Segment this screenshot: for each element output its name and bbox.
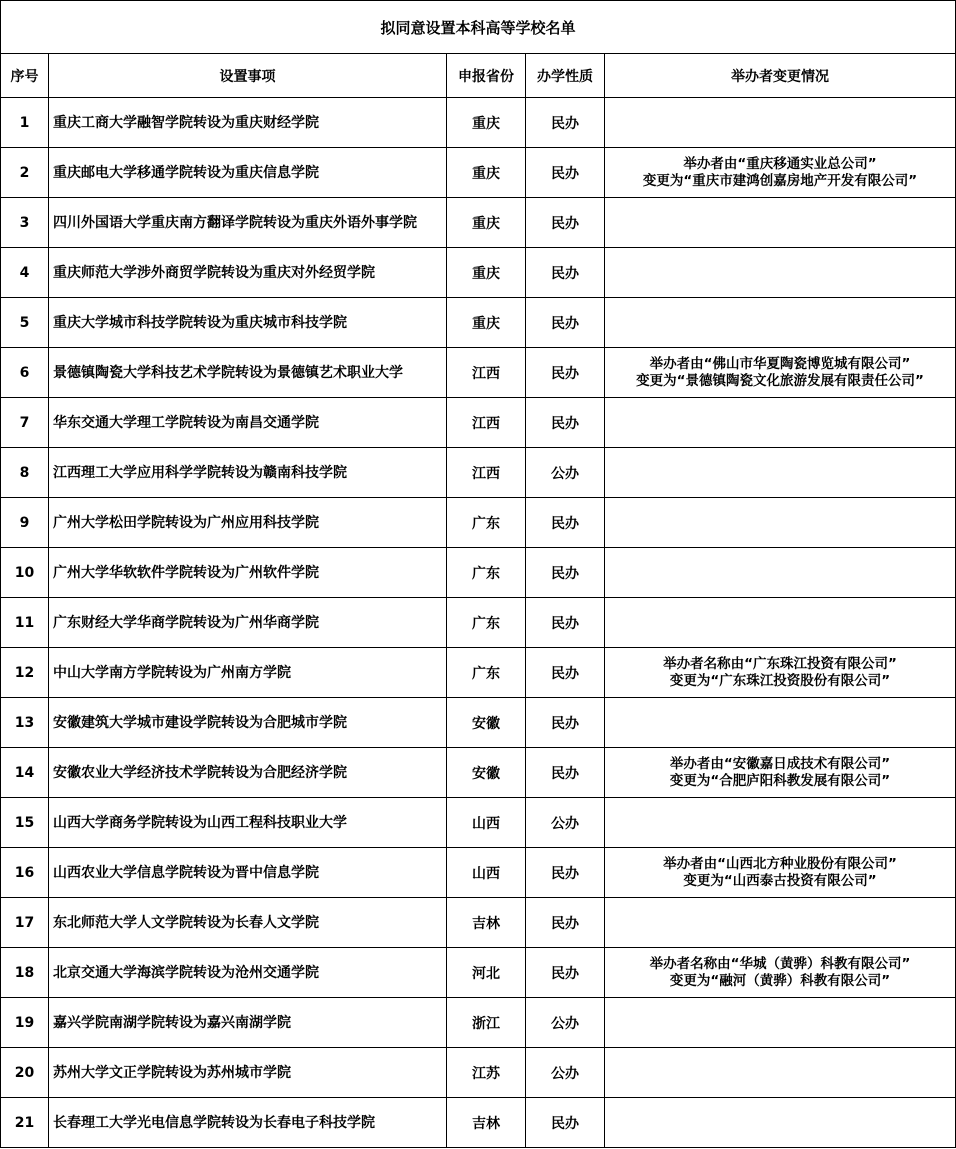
header-row xyxy=(1,54,956,98)
row-number: 13 xyxy=(1,698,49,748)
table-row xyxy=(1,748,956,798)
table-row xyxy=(1,98,956,148)
row-province: 浙江 xyxy=(447,998,526,1048)
table-row xyxy=(1,998,956,1048)
row-number: 9 xyxy=(1,498,49,548)
row-item: 重庆师范大学涉外商贸学院转设为重庆对外经贸学院 xyxy=(49,248,447,298)
change-line-1: 举办者名称由“华城（黄骅）科教有限公司” xyxy=(649,955,911,972)
row-number: 12 xyxy=(1,648,49,698)
row-province: 河北 xyxy=(447,948,526,998)
change-line-2: 变更为“景德镇陶瓷文化旅游发展有限责任公司” xyxy=(636,372,924,389)
table-row xyxy=(1,398,956,448)
change-line-1: 举办者名称由“广东珠江投资有限公司” xyxy=(663,655,897,672)
change-line-2: 变更为“合肥庐阳科教发展有限公司” xyxy=(669,772,891,789)
row-change xyxy=(605,848,956,898)
row-item: 嘉兴学院南湖学院转设为嘉兴南湖学院 xyxy=(49,998,447,1048)
row-number: 17 xyxy=(1,898,49,948)
change-line-2: 变更为“重庆市建鸿创嘉房地产开发有限公司” xyxy=(642,172,918,189)
header-no: 序号 xyxy=(1,54,49,98)
header-type: 办学性质 xyxy=(526,54,605,98)
row-item: 重庆邮电大学移通学院转设为重庆信息学院 xyxy=(49,148,447,198)
row-change xyxy=(605,448,956,498)
row-item: 北京交通大学海滨学院转设为沧州交通学院 xyxy=(49,948,447,998)
table-row xyxy=(1,948,956,998)
row-number: 3 xyxy=(1,198,49,248)
row-type: 民办 xyxy=(526,748,605,798)
row-number: 4 xyxy=(1,248,49,298)
row-type: 公办 xyxy=(526,448,605,498)
row-province: 重庆 xyxy=(447,248,526,298)
row-change xyxy=(605,598,956,648)
row-type: 民办 xyxy=(526,698,605,748)
header-province: 申报省份 xyxy=(447,54,526,98)
table-row xyxy=(1,1048,956,1098)
row-province: 江西 xyxy=(447,398,526,448)
row-province: 重庆 xyxy=(447,148,526,198)
row-change xyxy=(605,748,956,798)
change-line-1: 举办者由“佛山市华夏陶瓷博览城有限公司” xyxy=(649,355,911,372)
row-province: 广东 xyxy=(447,498,526,548)
row-type: 民办 xyxy=(526,648,605,698)
row-type: 民办 xyxy=(526,948,605,998)
row-type: 民办 xyxy=(526,248,605,298)
row-type: 民办 xyxy=(526,598,605,648)
row-type: 民办 xyxy=(526,348,605,398)
row-province: 吉林 xyxy=(447,1098,526,1148)
table-row xyxy=(1,248,956,298)
row-change xyxy=(605,248,956,298)
change-line-1: 举办者由“安徽嘉日成技术有限公司” xyxy=(669,755,891,772)
header-change: 举办者变更情况 xyxy=(605,54,956,98)
table-row xyxy=(1,148,956,198)
table-row xyxy=(1,598,956,648)
row-province: 安徽 xyxy=(447,698,526,748)
row-number: 15 xyxy=(1,798,49,848)
row-province: 重庆 xyxy=(447,298,526,348)
row-number: 6 xyxy=(1,348,49,398)
row-type: 民办 xyxy=(526,98,605,148)
row-province: 山西 xyxy=(447,848,526,898)
row-change xyxy=(605,648,956,698)
row-number: 8 xyxy=(1,448,49,498)
row-item: 四川外国语大学重庆南方翻译学院转设为重庆外语外事学院 xyxy=(49,198,447,248)
row-province: 江苏 xyxy=(447,1048,526,1098)
row-change xyxy=(605,398,956,448)
row-type: 民办 xyxy=(526,298,605,348)
table-row xyxy=(1,648,956,698)
row-type: 民办 xyxy=(526,898,605,948)
row-province: 江西 xyxy=(447,448,526,498)
row-change xyxy=(605,898,956,948)
row-province: 重庆 xyxy=(447,198,526,248)
table-row xyxy=(1,548,956,598)
row-change xyxy=(605,1048,956,1098)
row-number: 2 xyxy=(1,148,49,198)
table-row xyxy=(1,798,956,848)
change-line-2: 变更为“山西泰古投资有限公司” xyxy=(683,872,877,889)
row-number: 11 xyxy=(1,598,49,648)
change-line-2: 变更为“融河（黄骅）科教有限公司” xyxy=(669,972,891,989)
row-item: 重庆大学城市科技学院转设为重庆城市科技学院 xyxy=(49,298,447,348)
row-type: 民办 xyxy=(526,198,605,248)
row-number: 14 xyxy=(1,748,49,798)
row-type: 公办 xyxy=(526,998,605,1048)
table-title: 拟同意设置本科高等学校名单 xyxy=(1,1,956,54)
table-row xyxy=(1,448,956,498)
row-number: 5 xyxy=(1,298,49,348)
row-number: 16 xyxy=(1,848,49,898)
table-row xyxy=(1,498,956,548)
row-number: 7 xyxy=(1,398,49,448)
table-row xyxy=(1,698,956,748)
row-item: 长春理工大学光电信息学院转设为长春电子科技学院 xyxy=(49,1098,447,1148)
row-province: 重庆 xyxy=(447,98,526,148)
row-province: 广东 xyxy=(447,598,526,648)
row-change xyxy=(605,698,956,748)
row-item: 华东交通大学理工学院转设为南昌交通学院 xyxy=(49,398,447,448)
row-change xyxy=(605,198,956,248)
row-number: 10 xyxy=(1,548,49,598)
row-change xyxy=(605,298,956,348)
row-item: 安徽农业大学经济技术学院转设为合肥经济学院 xyxy=(49,748,447,798)
row-item: 广州大学松田学院转设为广州应用科技学院 xyxy=(49,498,447,548)
row-province: 吉林 xyxy=(447,898,526,948)
row-number: 20 xyxy=(1,1048,49,1098)
row-change xyxy=(605,148,956,198)
row-change xyxy=(605,948,956,998)
row-type: 民办 xyxy=(526,1098,605,1148)
row-item: 安徽建筑大学城市建设学院转设为合肥城市学院 xyxy=(49,698,447,748)
row-type: 公办 xyxy=(526,1048,605,1098)
table-row xyxy=(1,898,956,948)
table-row xyxy=(1,348,956,398)
row-number: 19 xyxy=(1,998,49,1048)
table-row xyxy=(1,198,956,248)
row-item: 山西大学商务学院转设为山西工程科技职业大学 xyxy=(49,798,447,848)
row-item: 山西农业大学信息学院转设为晋中信息学院 xyxy=(49,848,447,898)
table-row xyxy=(1,298,956,348)
table-row xyxy=(1,848,956,898)
row-item: 广州大学华软软件学院转设为广州软件学院 xyxy=(49,548,447,598)
row-change xyxy=(605,498,956,548)
row-number: 21 xyxy=(1,1098,49,1148)
row-change xyxy=(605,548,956,598)
row-item: 东北师范大学人文学院转设为长春人文学院 xyxy=(49,898,447,948)
row-item: 江西理工大学应用科学学院转设为赣南科技学院 xyxy=(49,448,447,498)
title-row xyxy=(1,1,956,54)
row-province: 广东 xyxy=(447,548,526,598)
row-type: 公办 xyxy=(526,798,605,848)
row-type: 民办 xyxy=(526,548,605,598)
row-change xyxy=(605,998,956,1048)
row-province: 江西 xyxy=(447,348,526,398)
row-item: 苏州大学文正学院转设为苏州城市学院 xyxy=(49,1048,447,1098)
change-line-1: 举办者由“重庆移通实业总公司” xyxy=(683,155,877,172)
row-type: 民办 xyxy=(526,498,605,548)
row-item: 景德镇陶瓷大学科技艺术学院转设为景德镇艺术职业大学 xyxy=(49,348,447,398)
row-item: 中山大学南方学院转设为广州南方学院 xyxy=(49,648,447,698)
row-number: 18 xyxy=(1,948,49,998)
row-province: 山西 xyxy=(447,798,526,848)
change-line-1: 举办者由“山西北方种业股份有限公司” xyxy=(663,855,897,872)
row-type: 民办 xyxy=(526,848,605,898)
row-type: 民办 xyxy=(526,398,605,448)
row-province: 广东 xyxy=(447,648,526,698)
row-change xyxy=(605,98,956,148)
row-item: 重庆工商大学融智学院转设为重庆财经学院 xyxy=(49,98,447,148)
change-line-2: 变更为“广东珠江投资股份有限公司” xyxy=(669,672,891,689)
row-change xyxy=(605,1098,956,1148)
row-change xyxy=(605,348,956,398)
table-row xyxy=(1,1098,956,1148)
header-item: 设置事项 xyxy=(49,54,447,98)
row-province: 安徽 xyxy=(447,748,526,798)
row-change xyxy=(605,798,956,848)
row-type: 民办 xyxy=(526,148,605,198)
row-number: 1 xyxy=(1,98,49,148)
row-item: 广东财经大学华商学院转设为广州华商学院 xyxy=(49,598,447,648)
